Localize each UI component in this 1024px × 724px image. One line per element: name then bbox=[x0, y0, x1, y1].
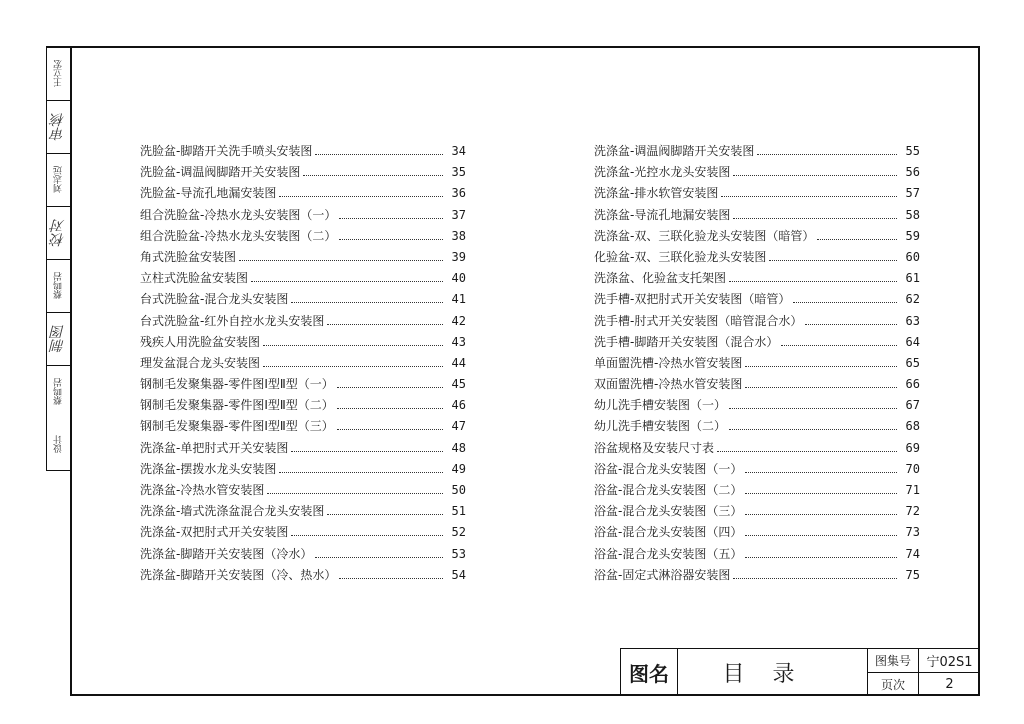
toc-entry bbox=[140, 502, 466, 523]
toc-entry-page: 36 bbox=[451, 186, 466, 201]
toc-leader-dots bbox=[793, 293, 897, 303]
toc-entry-title: 幼儿洗手槽安装图（二） bbox=[594, 419, 727, 434]
signature-strip bbox=[46, 46, 70, 471]
toc-entry-page: 51 bbox=[451, 504, 466, 519]
toc-entry bbox=[140, 375, 466, 396]
toc-leader-dots bbox=[729, 272, 897, 282]
toc-leader-dots bbox=[279, 463, 443, 473]
toc-entry bbox=[140, 566, 466, 587]
toc-entry-page: 60 bbox=[905, 249, 920, 264]
toc-entry-title: 洗涤盆、化验盆支托架图 bbox=[594, 271, 727, 286]
toc-entry bbox=[140, 545, 466, 566]
toc-entry-title: 化验盆-双、三联化验龙头安装图 bbox=[594, 249, 767, 264]
page-number-label: 页次 bbox=[868, 673, 919, 696]
toc-leader-dots bbox=[757, 145, 897, 155]
toc-entry-title: 洗脸盆-导流孔地漏安装图 bbox=[140, 186, 277, 201]
side-cell: 蔡鸣岩 bbox=[47, 259, 70, 312]
toc-entry bbox=[594, 545, 920, 566]
toc-entry-title: 台式洗脸盆-红外自控水龙头安装图 bbox=[140, 313, 325, 328]
toc-left-column bbox=[140, 142, 466, 587]
toc-entry bbox=[140, 248, 466, 269]
toc-leader-dots bbox=[745, 548, 897, 558]
toc-leader-dots bbox=[817, 230, 897, 240]
toc-entry-page: 42 bbox=[451, 313, 466, 328]
toc-leader-dots bbox=[327, 505, 443, 515]
toc-entry-title: 单面盥洗槽-冷热水管安装图 bbox=[594, 355, 743, 370]
page-number-row bbox=[868, 673, 980, 696]
toc-entry-page: 74 bbox=[905, 546, 920, 561]
toc-entry-title: 角式洗脸盆安装图 bbox=[140, 249, 237, 264]
toc-entry-title: 浴盆-混合龙头安装图（一） bbox=[594, 461, 743, 476]
title-block-meta bbox=[868, 649, 980, 696]
toc-entry-title: 洗涤盆-脚踏开关安装图（冷水） bbox=[140, 546, 313, 561]
toc-entry bbox=[140, 312, 466, 333]
toc-entry bbox=[140, 523, 466, 544]
toc-entry-title: 洗涤盆-光控水龙头安装图 bbox=[594, 165, 731, 180]
toc-entry-page: 43 bbox=[451, 334, 466, 349]
toc-entry bbox=[140, 417, 466, 438]
toc-entry-page: 61 bbox=[905, 271, 920, 286]
toc-entry-title: 浴盆规格及安装尺寸表 bbox=[594, 440, 715, 455]
toc-entry-title: 钢制毛发聚集器-零件图Ⅰ型Ⅱ型（一） bbox=[140, 377, 334, 392]
toc-entry bbox=[594, 312, 920, 333]
toc-entry-title: 洗脸盆-调温阀脚踏开关安装图 bbox=[140, 165, 301, 180]
toc-entry-title: 浴盆-混合龙头安装图（五） bbox=[594, 546, 743, 561]
toc-leader-dots bbox=[279, 187, 443, 197]
toc-leader-dots bbox=[339, 569, 443, 579]
toc-entry bbox=[140, 184, 466, 205]
toc-entry-page: 52 bbox=[451, 525, 466, 540]
toc-entry-page: 67 bbox=[905, 398, 920, 413]
toc-leader-dots bbox=[263, 357, 443, 367]
toc-entry bbox=[140, 227, 466, 248]
toc-entry-page: 59 bbox=[905, 228, 920, 243]
toc-leader-dots bbox=[337, 399, 443, 409]
toc-leader-dots bbox=[339, 230, 443, 240]
page-title: 目录 bbox=[678, 649, 868, 696]
toc-entry-page: 56 bbox=[905, 165, 920, 180]
toc-leader-dots bbox=[745, 505, 897, 515]
toc-entry-page: 69 bbox=[905, 440, 920, 455]
toc-entry-page: 57 bbox=[905, 186, 920, 201]
toc-leader-dots bbox=[745, 463, 897, 473]
toc-entry-page: 39 bbox=[451, 249, 466, 264]
toc-entry bbox=[594, 142, 920, 163]
toc-entry bbox=[594, 523, 920, 544]
toc-entry bbox=[594, 206, 920, 227]
toc-entry bbox=[594, 396, 920, 417]
toc-entry bbox=[140, 142, 466, 163]
toc-leader-dots bbox=[745, 526, 897, 536]
toc-entry bbox=[140, 439, 466, 460]
toc-leader-dots bbox=[745, 378, 897, 388]
toc-leader-dots bbox=[251, 272, 443, 282]
toc-entry-page: 66 bbox=[905, 377, 920, 392]
toc-entry-page: 46 bbox=[451, 398, 466, 413]
toc-entry-page: 40 bbox=[451, 271, 466, 286]
toc-entry-title: 洗涤盆-单把肘式开关安装图 bbox=[140, 440, 289, 455]
toc-entry bbox=[140, 206, 466, 227]
toc-entry-title: 浴盆-混合龙头安装图（二） bbox=[594, 483, 743, 497]
toc-entry-title: 洗手槽-肘式开关安装图（暗管混合水） bbox=[594, 313, 803, 328]
toc-entry bbox=[140, 290, 466, 311]
toc-leader-dots bbox=[733, 209, 897, 219]
toc-entry bbox=[594, 481, 920, 502]
toc-entry-title: 洗涤盆-调温阀脚踏开关安装图 bbox=[594, 144, 755, 158]
toc-entry-page: 48 bbox=[451, 440, 466, 455]
toc-entry-page: 71 bbox=[905, 483, 920, 497]
toc-leader-dots bbox=[339, 209, 443, 219]
toc-entry-page: 45 bbox=[451, 377, 466, 392]
side-cell: 王立宏 bbox=[47, 47, 70, 100]
toc-entry bbox=[594, 460, 920, 481]
toc-leader-dots bbox=[263, 336, 443, 346]
title-block bbox=[620, 648, 980, 696]
toc-entry bbox=[594, 566, 920, 587]
toc-entry-page: 49 bbox=[451, 461, 466, 476]
toc-entry bbox=[594, 184, 920, 205]
toc-entry bbox=[594, 354, 920, 375]
toc-entry-title: 幼儿洗手槽安装图（一） bbox=[594, 398, 727, 413]
toc-entry-title: 洗涤盆-双、三联化验龙头安装图（暗管） bbox=[594, 228, 815, 243]
toc-entry-page: 54 bbox=[451, 567, 466, 582]
toc-entry-page: 44 bbox=[451, 355, 466, 370]
toc-entry-title: 洗涤盆-墙式洗涤盆混合龙头安装图 bbox=[140, 504, 325, 519]
toc-leader-dots bbox=[337, 378, 443, 388]
toc-leader-dots bbox=[729, 420, 897, 430]
toc-leader-dots bbox=[315, 145, 443, 155]
toc-entry bbox=[140, 396, 466, 417]
toc-entry bbox=[594, 290, 920, 311]
toc-entry-page: 68 bbox=[905, 419, 920, 434]
side-cell: 制图 bbox=[47, 312, 70, 365]
toc-entry-page: 64 bbox=[905, 334, 920, 349]
toc-entry bbox=[140, 460, 466, 481]
toc-entry-title: 钢制毛发聚集器-零件图Ⅰ型Ⅱ型（二） bbox=[140, 398, 334, 413]
toc-entry-title: 残疾人用洗脸盆安装图 bbox=[140, 334, 261, 349]
toc-entry-page: 53 bbox=[451, 546, 466, 561]
toc-entry-page: 72 bbox=[905, 504, 920, 519]
toc-leader-dots bbox=[291, 442, 443, 452]
toc-leader-dots bbox=[239, 251, 443, 261]
toc-entry-title: 洗涤盆-摆拨水龙头安装图 bbox=[140, 461, 277, 476]
toc-entry-title: 洗涤盆-导流孔地漏安装图 bbox=[594, 207, 731, 222]
toc-entry-page: 50 bbox=[451, 483, 466, 497]
toc-entry-title: 洗手槽-双把肘式开关安装图（暗管） bbox=[594, 292, 791, 307]
toc-entry-title: 洗涤盆-排水软管安装图 bbox=[594, 186, 719, 201]
toc-entry-page: 35 bbox=[451, 165, 466, 180]
toc-entry-title: 浴盆-固定式淋浴器安装图 bbox=[594, 567, 731, 582]
toc-entry-page: 37 bbox=[451, 207, 466, 222]
toc-entry bbox=[594, 333, 920, 354]
toc-entry-page: 34 bbox=[451, 144, 466, 158]
side-cell: 设计 bbox=[54, 435, 64, 453]
toc-leader-dots bbox=[745, 357, 897, 367]
toc-leader-dots bbox=[327, 315, 443, 325]
toc-entry-page: 62 bbox=[905, 292, 920, 307]
toc-entry-title: 立柱式洗脸盆安装图 bbox=[140, 271, 249, 286]
toc-entry-page: 73 bbox=[905, 525, 920, 540]
toc-entry-page: 55 bbox=[905, 144, 920, 158]
toc-leader-dots bbox=[267, 484, 443, 494]
toc-leader-dots bbox=[303, 166, 443, 176]
toc-entry bbox=[140, 333, 466, 354]
toc-entry-title: 洗涤盆-脚踏开关安装图（冷、热水） bbox=[140, 567, 337, 582]
toc-entry bbox=[594, 502, 920, 523]
toc-leader-dots bbox=[717, 442, 897, 452]
toc-entry-page: 38 bbox=[451, 228, 466, 243]
toc-leader-dots bbox=[291, 526, 443, 536]
toc-entry-page: 75 bbox=[905, 567, 920, 582]
toc-entry-title: 台式洗脸盆-混合龙头安装图 bbox=[140, 292, 289, 307]
toc-entry-title: 双面盥洗槽-冷热水管安装图 bbox=[594, 377, 743, 392]
side-cell: 蔡鸣岩 bbox=[47, 365, 70, 418]
toc-entry-title: 钢制毛发聚集器-零件图Ⅰ型Ⅱ型（三） bbox=[140, 419, 334, 434]
toc-leader-dots bbox=[781, 336, 897, 346]
side-cell: 审核 bbox=[47, 100, 70, 153]
toc-entry bbox=[594, 375, 920, 396]
page-number: 2 bbox=[945, 677, 954, 692]
toc-leader-dots bbox=[291, 293, 443, 303]
toc-leader-dots bbox=[769, 251, 897, 261]
toc-entry-title: 理发盆混合龙头安装图 bbox=[140, 355, 261, 370]
toc-leader-dots bbox=[721, 187, 897, 197]
toc-leader-dots bbox=[729, 399, 897, 409]
side-cell: 校对 bbox=[47, 206, 70, 259]
toc-entry bbox=[594, 227, 920, 248]
toc-entry-page: 47 bbox=[451, 419, 466, 434]
toc-entry bbox=[594, 248, 920, 269]
toc-entry-title: 组合洗脸盆-冷热水龙头安装图（二） bbox=[140, 228, 337, 243]
toc-leader-dots bbox=[337, 420, 443, 430]
toc-entry bbox=[140, 354, 466, 375]
title-block-label: 图名 bbox=[621, 649, 678, 696]
toc-entry bbox=[140, 481, 466, 502]
toc-entry-page: 65 bbox=[905, 355, 920, 370]
toc-leader-dots bbox=[315, 548, 443, 558]
toc-entry-title: 洗手槽-脚踏开关安装图（混合水） bbox=[594, 334, 779, 349]
toc-entry-title: 洗涤盆-双把肘式开关安装图 bbox=[140, 525, 289, 540]
side-cell: 刘志远 bbox=[47, 153, 70, 206]
toc-entry-page: 41 bbox=[451, 292, 466, 307]
toc-entry-page: 70 bbox=[905, 461, 920, 476]
toc-entry-title: 浴盆-混合龙头安装图（四） bbox=[594, 525, 743, 540]
toc-leader-dots bbox=[733, 569, 897, 579]
toc-leader-dots bbox=[805, 315, 897, 325]
toc-entry-title: 浴盆-混合龙头安装图（三） bbox=[594, 504, 743, 519]
toc-entry-page: 63 bbox=[905, 313, 920, 328]
toc-entry-title: 洗涤盆-冷热水管安装图 bbox=[140, 483, 265, 497]
atlas-number: 宁02S1 bbox=[926, 655, 973, 670]
toc-leader-dots bbox=[745, 484, 897, 494]
toc-entry-page: 58 bbox=[905, 207, 920, 222]
atlas-number-row bbox=[868, 649, 980, 673]
toc-entry-title: 洗脸盆-脚踏开关洗手喷头安装图 bbox=[140, 144, 313, 158]
toc-entry bbox=[594, 163, 920, 184]
toc-entry bbox=[140, 163, 466, 184]
toc-entry bbox=[140, 269, 466, 290]
toc-entry-title: 组合洗脸盆-冷热水龙头安装图（一） bbox=[140, 207, 337, 222]
atlas-number-label: 图集号 bbox=[868, 649, 919, 672]
toc-entry bbox=[594, 439, 920, 460]
toc-entry bbox=[594, 269, 920, 290]
toc-right-column bbox=[594, 142, 920, 587]
toc-entry bbox=[594, 417, 920, 438]
toc-leader-dots bbox=[733, 166, 897, 176]
